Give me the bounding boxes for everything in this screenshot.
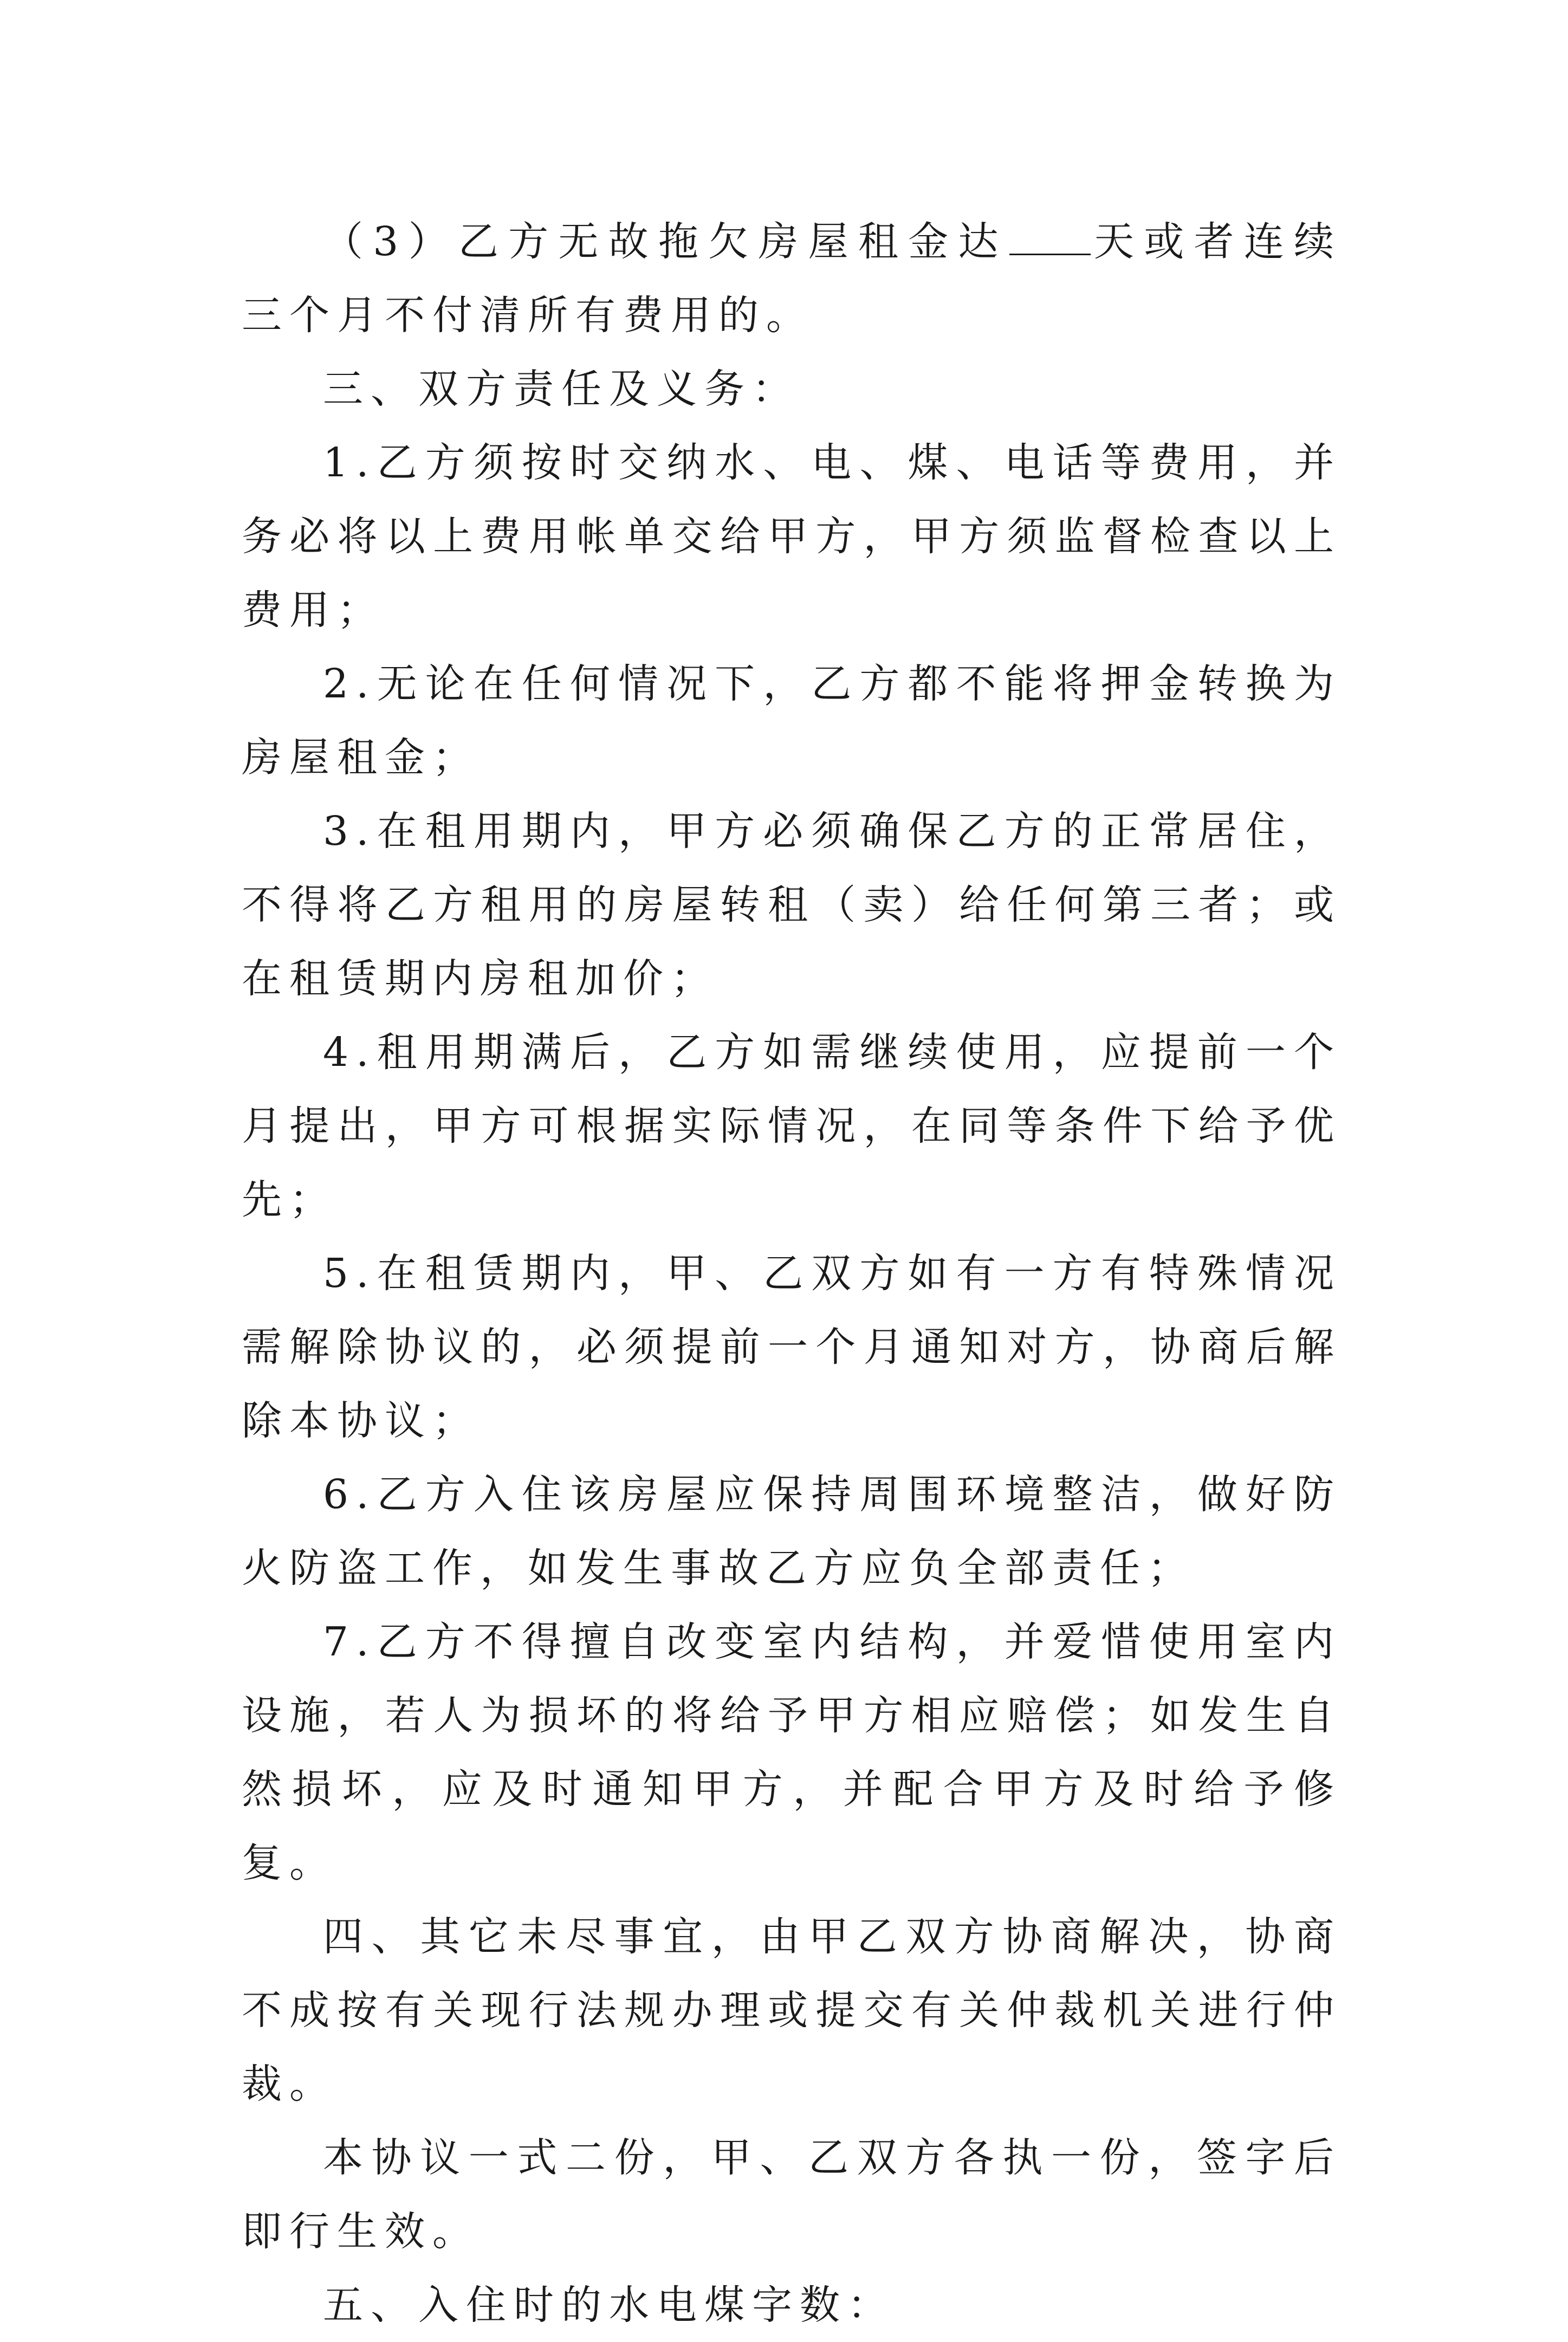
section-heading-responsibilities: 三、双方责任及义务： <box>323 366 800 412</box>
duty-item-4: 4.租用期满后，乙方如需继续使用，应提前一个月提出，甲方可根据实际情况，在同等条件下给予优先； <box>242 1029 1342 1223</box>
duty-item-5: 5.在租赁期内，甲、乙双方如有一方有特殊情况需解除协议的，必须提前一个月通知对方，协商后解除本协议； <box>242 1250 1342 1444</box>
days-blank <box>1009 219 1091 255</box>
clause-3-text-before: （3）乙方无故拖欠房屋租金达 <box>323 218 1008 265</box>
section-other-matters: 四、其它未尽事宜，由甲乙双方协商解决，协商不成按有关现行法规办理或提交有关仲裁机关进行仲裁。 <box>242 1913 1342 2107</box>
duty-item-6: 6.乙方入住该房屋应保持周围环境整洁，做好防火防盗工作，如发生事故乙方应负全部责任； <box>242 1471 1342 1591</box>
duty-item-2: 2.无论在任何情况下，乙方都不能将押金转换为房屋租金； <box>242 661 1342 781</box>
document-body <box>242 205 1342 2342</box>
section-heading-meter-readings: 五、入住时的水电煤字数： <box>323 2282 895 2328</box>
duty-item-1: 1.乙方须按时交纳水、电、煤、电话等费用，并务必将以上费用帐单交给甲方，甲方须监督检查以上费用； <box>242 439 1342 633</box>
clause-3-overdue-rent <box>242 205 1342 352</box>
duty-item-3: 3.在租用期内，甲方必须确保乙方的正常居住，不得将乙方租用的房屋转租（卖）给任何第三者；或在租赁期内房租加价； <box>242 808 1342 1002</box>
agreement-copies-statement: 本协议一式二份，甲、乙双方各执一份，签字后即行生效。 <box>242 2134 1342 2255</box>
clause-3-text-after: 天或者连续三个月不付清所有费用的。 <box>242 218 1342 339</box>
duty-item-7: 7.乙方不得擅自改变室内结构，并爱惜使用室内设施，若人为损坏的将给予甲方相应赔偿；如发生自然损坏，应及时通知甲方，并配合甲方及时给予修复。 <box>242 1619 1342 1886</box>
